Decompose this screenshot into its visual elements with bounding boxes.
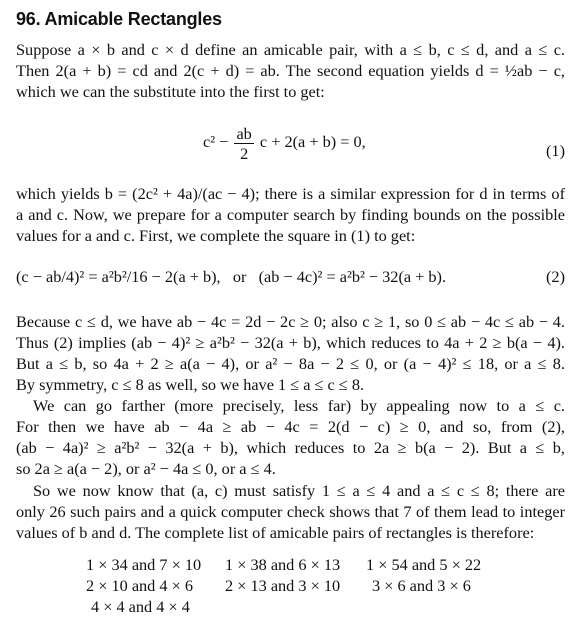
paragraph-4-line: (ab − 4a)² ≥ a²b² − 32(a + b), which reduces to 2a ≥ b(a − 2). But a ≤ b, [16,438,565,457]
equation-1-fraction [234,124,253,163]
equation-2: (c − ab/4)² = a²b²/16 − 2(a + b), or (ab − 4c)² = a²b² − 32(a + b). [16,267,447,286]
paragraph-1-line: which we can the substitute into the first to get: [16,82,325,101]
paragraph-2-line: values for a and c. First, we complete the square in (1) to get: [16,226,416,245]
fraction-numerator: ab [236,124,252,143]
pair-entry: 1 × 54 and 5 × 22 [366,555,482,574]
paragraph-1-line: Suppose a × b and c × d define an amicable pair, with a ≤ b, c ≤ d, and a ≤ c. [16,40,565,59]
pair-entry: 2 × 13 and 3 × 10 [225,576,341,595]
paragraph-5-line: So we now know that (a, c) must satisfy 1 ≤ a ≤ 4 and a ≤ c ≤ 8; there are [33,481,565,500]
paragraph-5-line: only 26 such pairs and a quick computer check shows that 7 of them lead to integer [16,502,565,521]
paragraph-5-line: values of b and d. The complete list of amicable pairs of rectangles is therefore: [16,523,535,542]
paragraph-3-line: Thus (2) implies (ab − 4)² ≥ a²b² − 32(a + b), which reduces to 4a + 2 ≥ b(a − 4). [16,333,565,352]
pair-entry: 1 × 34 and 7 × 10 [86,555,202,574]
paragraph-2-line: which yields b = (2c² + 4a)/(ac − 4); there is a similar expression for d in terms of [16,184,565,203]
paragraph-1-line: Then 2(a + b) = cd and 2(c + d) = ab. The second equation yields d = ½ab − c, [16,61,565,80]
pair-entry: 3 × 6 and 3 × 6 [372,576,471,595]
fraction-denominator: 2 [240,144,249,163]
equation-1-lead: c² − [203,132,229,152]
equation-1-label: (1) [546,141,565,160]
section-heading: 96. Amicable Rectangles [16,9,222,29]
paragraph-4-line: We can go farther (more precisely, less far) by appealing now to a ≤ c. [33,396,565,415]
equation-1-tail: c + 2(a + b) = 0, [259,132,366,152]
equation-2-label: (2) [546,267,565,286]
paragraph-4-line: For then we have ab − 4a ≥ ab − 4c = 2(d − c) ≥ 0, and so, from (2), [16,417,565,436]
pair-entry: 1 × 38 and 6 × 13 [225,555,341,574]
paragraph-3-line: But a ≤ b, so 4a + 2 ≥ a(a − 4), or a² − 8a − 2 ≤ 0, or (a − 4)² ≤ 18, or a ≤ 8. [16,354,565,373]
paragraph-2-line: a and c. Now, we prepare for a computer search by finding bounds on the possible [16,205,565,224]
paragraph-3-line: Because c ≤ d, we have ab − 4c = 2d − 2c ≥ 0; also c ≥ 1, so 0 ≤ ab − 4c ≤ ab − 4. [16,312,565,331]
paragraph-3-line: By symmetry, c ≤ 8 as well, so we have 1 ≤ a ≤ c ≤ 8. [16,375,365,394]
pair-entry: 4 × 4 and 4 × 4 [91,597,190,616]
pair-entry: 2 × 10 and 4 × 6 [86,576,193,595]
equation-1 [203,124,366,163]
paragraph-4-line: so 2a ≥ a(a − 2), or a² − 4a ≤ 0, or a ≤ 4. [16,459,276,478]
